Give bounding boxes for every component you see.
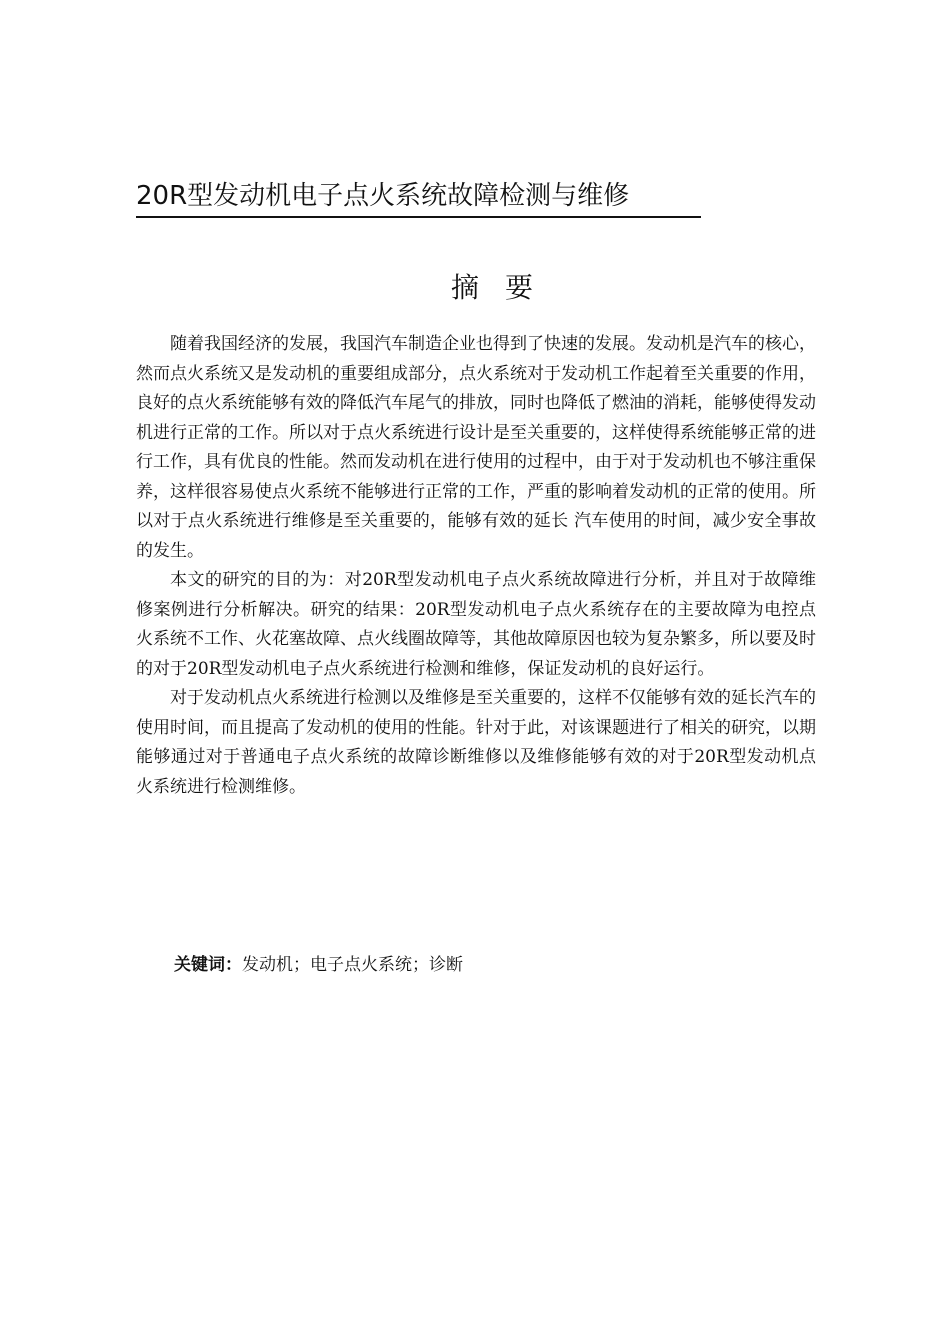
document-title: 20R型发动机电子点火系统故障检测与维修 xyxy=(136,176,701,218)
abstract-paragraph-3: 对于发动机点火系统进行检测以及维修是至关重要的，这样不仅能够有效的延长汽车的使用时间，而且提高了发动机的使用的性能。针对于此，对该课题进行了相关的研究，以期能够通过对于普通电子点火系统的故障诊断维修以及维修能够有效的对于20R型发动机点火系统进行检测维修。 xyxy=(136,688,816,797)
abstract-paragraph-1: 随着我国经济的发展，我国汽车制造企业也得到了快速的发展。发动机是汽车的核心，然而点火系统又是发动机的重要组成部分，点火系统对于发动机工作起着至关重要的作用，良好的点火系统能够有效的降低汽车尾气的排放，同时也降低了燃油的消耗，能够使得发动机进行正常的工作。所以对于点火系统进行设计是至关重要的，这样使得系统能够正常的进行工作，具有优良的性能。然而发动机在进行使用的过程中，由于对于发动机也不够注重保养，这样很容易使点火系统不能够进行正常的工作，严重的影响着发动机的正常的使用。所以对于点火系统进行维修是至关重要的，能够有效的延长 汽车使用的时间，减少安全事故的发生。 xyxy=(136,334,816,561)
abstract-paragraph-2: 本文的研究的目的为：对20R型发动机电子点火系统故障进行分析，并且对于故障维修案例进行分析解决。研究的结果：20R型发动机电子点火系统存在的主要故障为电控点火系统不工作、火花塞故障、点火线圈故障等，其他故障原因也较为复杂繁多，所以要及时的对于20R型发动机电子点火系统进行检测和维修，保证发动机的良好运行。 xyxy=(136,570,816,679)
abstract-body xyxy=(136,330,816,802)
keywords-line xyxy=(174,950,463,980)
abstract-heading: 摘要 xyxy=(450,271,559,304)
keywords-value: 发动机；电子点火系统；诊断 xyxy=(242,955,463,975)
keywords-label: 关键词： xyxy=(174,955,242,975)
